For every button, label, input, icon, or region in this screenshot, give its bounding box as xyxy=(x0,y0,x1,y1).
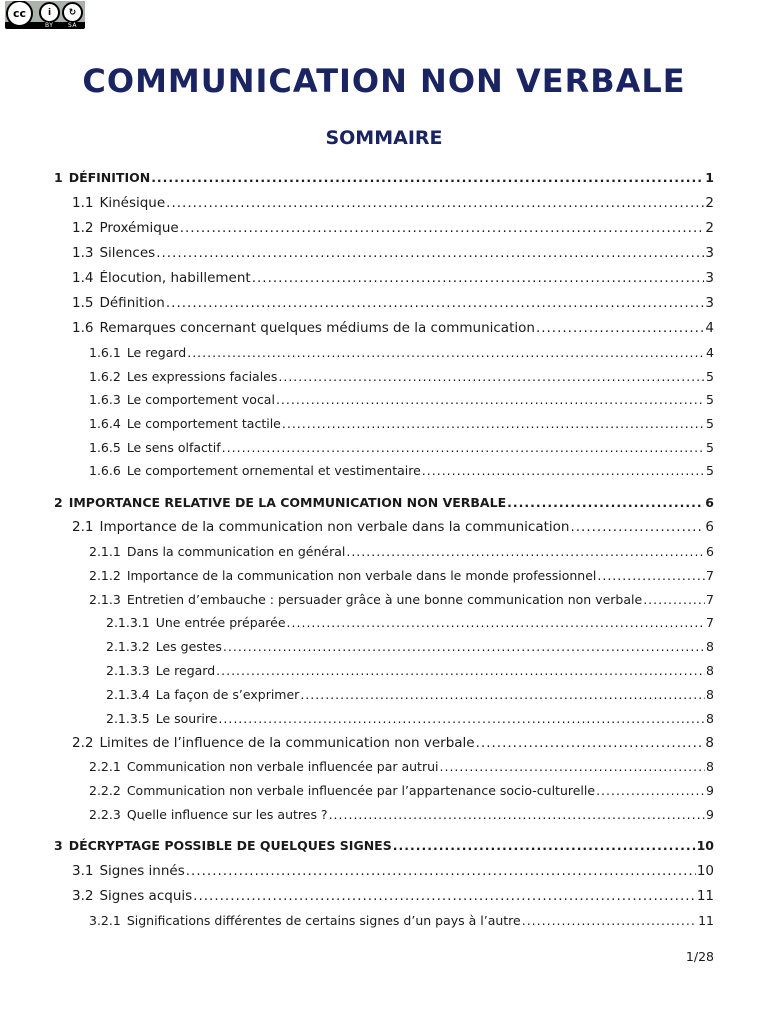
toc-entry-page: 3 xyxy=(705,270,714,286)
toc-entry-title: Définition xyxy=(99,295,165,311)
toc-entry[interactable] xyxy=(72,270,714,286)
toc-entry[interactable] xyxy=(72,245,714,261)
toc-entry[interactable] xyxy=(89,369,714,384)
toc-entry[interactable] xyxy=(89,463,714,478)
toc-entry-page: 1 xyxy=(705,170,714,185)
toc-entry-number: 1.6.1 xyxy=(89,345,121,360)
toc-entry-page: 10 xyxy=(696,838,714,853)
toc-entry-number: 1.3 xyxy=(72,245,94,261)
toc-entry-title: IMPORTANCE RELATIVE DE LA COMMUNICATION NON VERBALE xyxy=(68,495,507,510)
toc-entry-page: 3 xyxy=(705,295,714,311)
toc-entry-number: 1.6.2 xyxy=(89,369,121,384)
toc-entry[interactable] xyxy=(89,392,714,407)
toc-entry-number: 1.1 xyxy=(72,195,94,211)
toc-entry-number: 3.2.1 xyxy=(89,913,121,928)
toc-entry-page: 5 xyxy=(706,463,714,478)
toc-entry-page: 9 xyxy=(706,807,714,822)
toc-entry-page: 8 xyxy=(706,663,714,678)
creative-commons-by-sa-badge xyxy=(5,1,85,29)
toc-entry-title: Signes acquis xyxy=(99,888,193,904)
toc-entry-title: DÉFINITION xyxy=(68,170,151,185)
toc-entry-title: Le sourire xyxy=(155,711,218,726)
toc-dot-leader xyxy=(186,863,696,879)
toc-entry[interactable] xyxy=(72,519,714,535)
toc-entry-title: Le sens olfactif xyxy=(126,440,221,455)
toc-dot-leader xyxy=(156,245,704,261)
toc-entry-page: 5 xyxy=(706,440,714,455)
toc-entry-number: 1.6.4 xyxy=(89,416,121,431)
toc-entry-number: 2.2.1 xyxy=(89,759,121,774)
toc-dot-leader xyxy=(223,639,705,654)
toc-dot-leader xyxy=(278,369,705,384)
toc-entry-number: 2.1.3.1 xyxy=(106,615,150,630)
toc-entry-page: 9 xyxy=(706,783,714,798)
toc-dot-leader xyxy=(522,913,697,928)
toc-entry-number: 1.5 xyxy=(72,295,94,311)
toc-dot-leader xyxy=(346,544,705,559)
toc-entry[interactable] xyxy=(72,888,714,904)
toc-dot-leader xyxy=(476,735,705,751)
toc-dot-leader xyxy=(597,568,705,583)
toc-dot-leader xyxy=(393,838,696,853)
toc-dot-leader xyxy=(596,783,705,798)
attribution-icon: i xyxy=(39,2,60,23)
toc-entry[interactable] xyxy=(89,807,714,822)
toc-entry-title: Les expressions faciales xyxy=(126,369,278,384)
toc-entry-page: 3 xyxy=(705,245,714,261)
toc-entry[interactable] xyxy=(106,615,714,630)
toc-dot-leader xyxy=(180,220,705,236)
toc-entry[interactable] xyxy=(72,863,714,879)
toc-entry-number: 2.1.3.4 xyxy=(106,687,150,702)
toc-entry-page: 5 xyxy=(706,392,714,407)
toc-entry-number: 1.6.6 xyxy=(89,463,121,478)
toc-entry[interactable] xyxy=(72,195,714,211)
toc-dot-leader xyxy=(276,392,705,407)
toc-entry[interactable] xyxy=(54,495,714,510)
toc-entry[interactable] xyxy=(72,295,714,311)
toc-entry-title: Signes innés xyxy=(99,863,185,879)
page-number: 1/28 xyxy=(685,949,714,964)
toc-entry-page: 6 xyxy=(705,519,714,535)
toc-entry-page: 6 xyxy=(705,495,714,510)
badge-by-label: BY xyxy=(45,22,54,29)
toc-entry-title: Une entrée préparée xyxy=(155,615,286,630)
toc-dot-leader xyxy=(282,416,705,431)
toc-entry-page: 8 xyxy=(706,711,714,726)
toc-entry-page: 8 xyxy=(705,735,714,751)
toc-entry-page: 8 xyxy=(706,759,714,774)
toc-entry-page: 8 xyxy=(706,687,714,702)
toc-entry[interactable] xyxy=(72,735,714,751)
toc-entry[interactable] xyxy=(89,416,714,431)
toc-entry-title: Le comportement ornemental et vestimentaire xyxy=(126,463,421,478)
toc-entry[interactable] xyxy=(54,170,714,185)
toc-entry-number: 1.6.3 xyxy=(89,392,121,407)
badge-sa-label: SA xyxy=(68,22,78,29)
toc-entry-number: 1.2 xyxy=(72,220,94,236)
toc-dot-leader xyxy=(166,295,705,311)
toc-entry[interactable] xyxy=(89,783,714,798)
toc-entry[interactable] xyxy=(106,639,714,654)
toc-entry-title: Remarques concernant quelques médiums de la communication xyxy=(99,320,535,336)
toc-entry-page: 11 xyxy=(696,888,714,904)
toc-entry-title: Le comportement tactile xyxy=(126,416,281,431)
toc-entry-page: 7 xyxy=(706,592,714,607)
toc-entry-number: 2 xyxy=(54,495,63,510)
toc-entry-number: 2.1.2 xyxy=(89,568,121,583)
toc-entry-number: 2.1.3.3 xyxy=(106,663,150,678)
toc-entry-title: Limites de l’influence de la communication non verbale xyxy=(99,735,475,751)
share-alike-icon: ↻ xyxy=(62,2,83,23)
toc-entry[interactable] xyxy=(89,345,714,360)
toc-dot-leader xyxy=(252,270,705,286)
toc-entry-title: Le comportement vocal xyxy=(126,392,275,407)
toc-entry-page: 5 xyxy=(706,416,714,431)
toc-dot-leader xyxy=(151,170,704,185)
toc-entry-title: Communication non verbale influencée par autrui xyxy=(126,759,439,774)
toc-entry-number: 2.2.2 xyxy=(89,783,121,798)
toc-entry-number: 2.1.3 xyxy=(89,592,121,607)
toc-entry-title: La façon de s’exprimer xyxy=(155,687,300,702)
toc-entry-title: Dans la communication en général xyxy=(126,544,346,559)
toc-dot-leader xyxy=(193,888,696,904)
toc-entry-page: 4 xyxy=(705,320,714,336)
toc-entry-page: 2 xyxy=(705,195,714,211)
toc-dot-leader xyxy=(187,345,705,360)
toc-entry-page: 4 xyxy=(706,345,714,360)
toc-dot-leader xyxy=(440,759,706,774)
toc-entry[interactable] xyxy=(106,663,714,678)
toc-entry-number: 2.1.3.2 xyxy=(106,639,150,654)
toc-entry-title: Le regard xyxy=(126,345,187,360)
toc-dot-leader xyxy=(287,615,706,630)
toc-entry-number: 2.2.3 xyxy=(89,807,121,822)
toc-heading: SOMMAIRE xyxy=(325,127,443,149)
toc-entry-title: Significations différentes de certains signes d’un pays à l’autre xyxy=(126,913,521,928)
toc-entry[interactable] xyxy=(89,913,714,928)
toc-entry-title: Les gestes xyxy=(155,639,222,654)
toc-entry[interactable] xyxy=(89,759,714,774)
toc-entry[interactable] xyxy=(89,544,714,559)
toc-entry-number: 1.6.5 xyxy=(89,440,121,455)
toc-dot-leader xyxy=(536,320,704,336)
toc-entry-title: Le regard xyxy=(155,663,216,678)
toc-dot-leader xyxy=(422,463,705,478)
toc-entry-title: Entretien d’embauche : persuader grâce à une bonne communication non verbale xyxy=(126,592,643,607)
toc-entry[interactable] xyxy=(106,711,714,726)
toc-entry-number: 2.1.1 xyxy=(89,544,121,559)
toc-entry-number: 3 xyxy=(54,838,63,853)
toc-entry[interactable] xyxy=(89,592,714,607)
toc-dot-leader xyxy=(216,663,705,678)
toc-entry-title: Kinésique xyxy=(99,195,166,211)
toc-entry-title: Quelle influence sur les autres ? xyxy=(126,807,328,822)
toc-entry-page: 7 xyxy=(706,568,714,583)
toc-entry[interactable] xyxy=(89,440,714,455)
toc-entry-page: 5 xyxy=(706,369,714,384)
toc-entry-page: 11 xyxy=(698,913,714,928)
toc-entry-page: 6 xyxy=(706,544,714,559)
toc-entry-number: 1 xyxy=(54,170,63,185)
toc-entry[interactable] xyxy=(54,838,714,853)
toc-entry-title: Importance de la communication non verbale dans le monde professionnel xyxy=(126,568,597,583)
toc-entry-title: DÉCRYPTAGE POSSIBLE DE QUELQUES SIGNES xyxy=(68,838,392,853)
toc-entry-title: Silences xyxy=(99,245,156,261)
toc-entry-page: 7 xyxy=(706,615,714,630)
toc-entry-number: 1.4 xyxy=(72,270,94,286)
toc-dot-leader xyxy=(218,711,705,726)
toc-entry[interactable] xyxy=(72,320,714,336)
toc-dot-leader xyxy=(570,519,704,535)
toc-entry-number: 3.2 xyxy=(72,888,94,904)
toc-entry-page: 2 xyxy=(705,220,714,236)
toc-entry-title: Communication non verbale influencée par l’appartenance socio-culturelle xyxy=(126,783,596,798)
toc-entry-title: Proxémique xyxy=(99,220,179,236)
toc-dot-leader xyxy=(507,495,704,510)
cc-icon: cc xyxy=(6,1,33,27)
toc-dot-leader xyxy=(300,687,705,702)
document-title: COMMUNICATION NON VERBALE xyxy=(82,62,686,100)
toc-dot-leader xyxy=(329,807,705,822)
toc-dot-leader xyxy=(166,195,704,211)
toc-entry-number: 3.1 xyxy=(72,863,94,879)
toc-dot-leader xyxy=(222,440,705,455)
toc-entry-number: 2.1.3.5 xyxy=(106,711,150,726)
toc-entry-title: Importance de la communication non verbale dans la communication xyxy=(99,519,570,535)
toc-entry-number: 2.2 xyxy=(72,735,94,751)
toc-entry[interactable] xyxy=(89,568,714,583)
toc-dot-leader xyxy=(643,592,705,607)
toc-entry[interactable] xyxy=(106,687,714,702)
toc-entry[interactable] xyxy=(72,220,714,236)
toc-entry-page: 10 xyxy=(696,863,714,879)
toc-entry-page: 8 xyxy=(706,639,714,654)
toc-entry-number: 2.1 xyxy=(72,519,94,535)
toc-entry-title: Élocution, habillement xyxy=(99,270,251,286)
toc-entry-number: 1.6 xyxy=(72,320,94,336)
